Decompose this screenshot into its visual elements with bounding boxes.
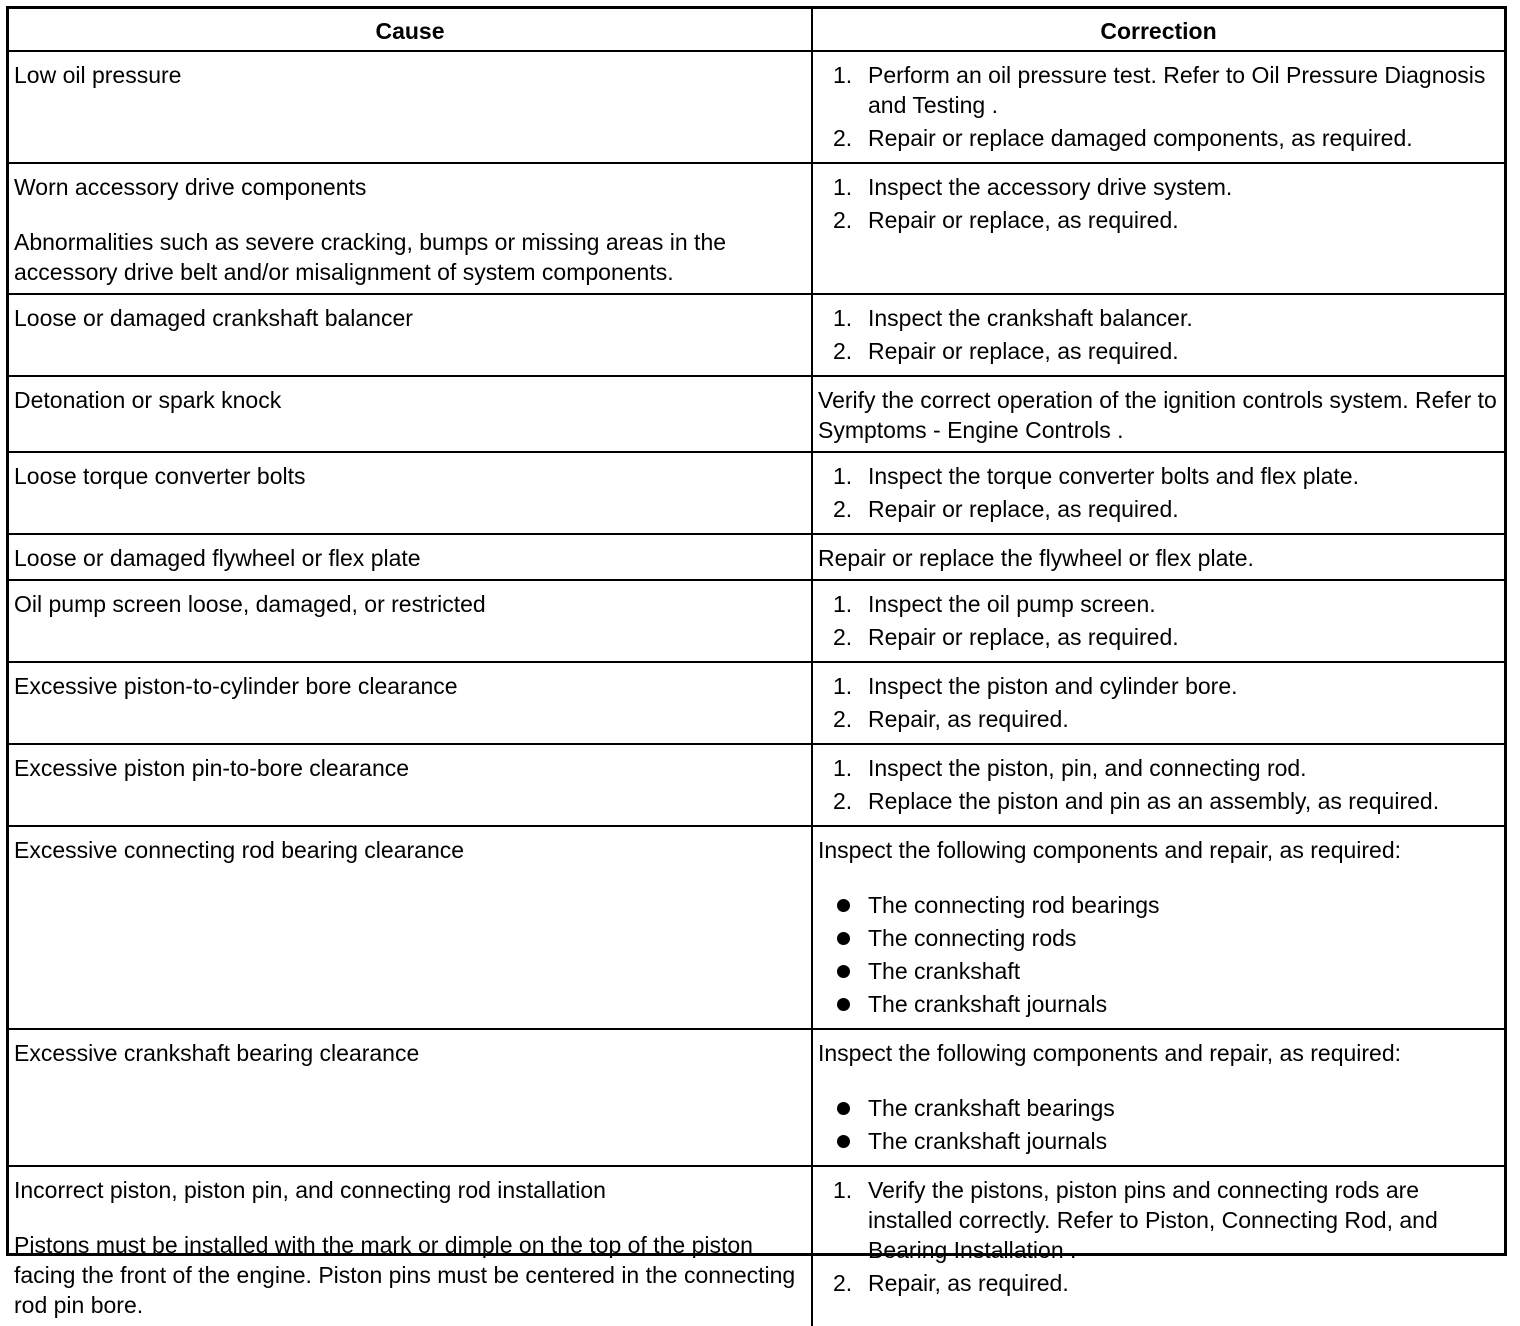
step-text: Repair or replace, as required.	[868, 624, 1179, 650]
correction-step	[818, 303, 1499, 333]
step-text: Inspect the oil pump screen.	[868, 591, 1156, 617]
correction-cell	[812, 1166, 1504, 1326]
correction-text: Verify the correct operation of the ignition controls system. Refer to Symptoms - Engine Controls .	[818, 387, 1497, 443]
step-number: 1.	[833, 174, 853, 200]
step-text: Repair or replace damaged components, as required.	[868, 125, 1413, 151]
cause-text: Detonation or spark knock	[14, 387, 282, 413]
correction-cell	[812, 51, 1504, 163]
step-text: Repair or replace, as required.	[868, 496, 1179, 522]
table-row	[9, 662, 1504, 744]
cause-cell	[9, 744, 812, 826]
correction-cell	[812, 534, 1504, 580]
table-row	[9, 294, 1504, 376]
cause-text: Excessive crankshaft bearing clearance	[14, 1040, 420, 1066]
component-text: The connecting rod bearings	[868, 892, 1160, 918]
correction-intro: Inspect the following components and repair, as required:	[818, 837, 1402, 863]
cause-text: Excessive piston pin-to-bore clearance	[14, 755, 410, 781]
step-text: Inspect the piston and cylinder bore.	[868, 673, 1238, 699]
cause-cell	[9, 376, 812, 452]
component-item	[818, 956, 1499, 986]
cause-cell	[9, 580, 812, 662]
step-number: 2.	[833, 624, 853, 650]
correction-step	[818, 704, 1499, 734]
correction-steps	[818, 753, 1499, 816]
correction-step	[818, 336, 1499, 366]
correction-step	[818, 494, 1499, 524]
step-text: Inspect the piston, pin, and connecting rod.	[868, 755, 1307, 781]
cause-column-header: Cause	[9, 9, 812, 51]
correction-step	[818, 589, 1499, 619]
component-text: The crankshaft journals	[868, 991, 1108, 1017]
step-text: Repair or replace, as required.	[868, 338, 1179, 364]
correction-steps	[818, 303, 1499, 366]
step-text: Inspect the accessory drive system.	[868, 174, 1233, 200]
correction-step	[818, 786, 1499, 816]
component-text: The crankshaft journals	[868, 1128, 1108, 1154]
correction-cell	[812, 662, 1504, 744]
cause-cell	[9, 1166, 812, 1326]
step-text: Repair or replace, as required.	[868, 207, 1179, 233]
cause-text: Loose or damaged crankshaft balancer	[14, 305, 413, 331]
component-item	[818, 890, 1499, 920]
correction-cell	[812, 744, 1504, 826]
component-list	[818, 890, 1499, 1019]
table-row	[9, 51, 1504, 163]
table-row	[9, 826, 1504, 1029]
cause-cell	[9, 294, 812, 376]
step-number: 2.	[833, 496, 853, 522]
correction-step	[818, 123, 1499, 153]
step-number: 1.	[833, 673, 853, 699]
step-number: 2.	[833, 338, 853, 364]
correction-steps	[818, 589, 1499, 652]
correction-intro: Inspect the following components and repair, as required:	[818, 1040, 1402, 1066]
correction-cell	[812, 163, 1504, 294]
cause-text: Loose or damaged flywheel or flex plate	[14, 545, 421, 571]
cause-cell	[9, 163, 812, 294]
step-text: Verify the pistons, piston pins and connecting rods are installed correctly. Refer to Piston, Connecting Rod, and Bearing Installation .	[868, 1177, 1438, 1263]
cause-note: Abnormalities such as severe cracking, bumps or missing areas in the accessory drive belt and/or misalignment of system components.	[14, 229, 727, 285]
table-row	[9, 744, 1504, 826]
component-item	[818, 923, 1499, 953]
correction-steps	[818, 172, 1499, 235]
step-number: 2.	[833, 706, 853, 732]
cause-text: Loose torque converter bolts	[14, 463, 306, 489]
table-row	[9, 580, 1504, 662]
table-body	[9, 51, 1504, 1326]
correction-step	[818, 753, 1499, 783]
table-row	[9, 1029, 1504, 1166]
table-row	[9, 376, 1504, 452]
correction-cell	[812, 294, 1504, 376]
step-number: 1.	[833, 755, 853, 781]
table-row	[9, 534, 1504, 580]
cause-text: Excessive piston-to-cylinder bore clearance	[14, 673, 458, 699]
correction-steps	[818, 60, 1499, 153]
correction-cell	[812, 1029, 1504, 1166]
correction-step	[818, 622, 1499, 652]
component-item	[818, 1126, 1499, 1156]
correction-steps	[818, 461, 1499, 524]
correction-step	[818, 172, 1499, 202]
bullet-icon	[837, 1102, 850, 1115]
header-row	[9, 9, 1504, 51]
step-number: 2.	[833, 125, 853, 151]
component-item	[818, 989, 1499, 1019]
cause-cell	[9, 662, 812, 744]
table-row	[9, 1166, 1504, 1326]
step-text: Inspect the crankshaft balancer.	[868, 305, 1193, 331]
cause-cell	[9, 826, 812, 1029]
correction-cell	[812, 452, 1504, 534]
correction-cell	[812, 376, 1504, 452]
cause-cell	[9, 1029, 812, 1166]
correction-cell	[812, 826, 1504, 1029]
step-text: Perform an oil pressure test. Refer to Oil Pressure Diagnosis and Testing .	[868, 62, 1486, 118]
cause-text: Low oil pressure	[14, 62, 182, 88]
cause-note: Pistons must be installed with the mark or dimple on the top of the piston facing the front of the engine. Piston pins must be centered in the connecting rod pin bore.	[14, 1232, 796, 1318]
correction-step	[818, 1175, 1499, 1265]
step-text: Repair, as required.	[868, 1270, 1069, 1296]
correction-steps	[818, 1175, 1499, 1298]
step-number: 1.	[833, 591, 853, 617]
component-item	[818, 1093, 1499, 1123]
component-text: The crankshaft	[868, 958, 1021, 984]
step-number: 1.	[833, 62, 853, 88]
component-list	[818, 1093, 1499, 1156]
table-row	[9, 163, 1504, 294]
bullet-icon	[837, 1135, 850, 1148]
bullet-icon	[837, 965, 850, 978]
correction-step	[818, 461, 1499, 491]
cause-text: Excessive connecting rod bearing clearance	[14, 837, 465, 863]
diagnostic-table-frame	[6, 6, 1507, 1318]
bullet-icon	[837, 998, 850, 1011]
component-text: The connecting rods	[868, 925, 1077, 951]
correction-text: Repair or replace the flywheel or flex plate.	[818, 545, 1254, 571]
cause-cell	[9, 452, 812, 534]
step-number: 1.	[833, 463, 853, 489]
step-number: 2.	[833, 1270, 853, 1296]
step-number: 1.	[833, 1177, 853, 1203]
step-text: Inspect the torque converter bolts and flex plate.	[868, 463, 1359, 489]
cause-cell	[9, 534, 812, 580]
cause-cell	[9, 51, 812, 163]
correction-column-header: Correction	[812, 9, 1504, 51]
diagnostic-table	[9, 9, 1504, 1326]
correction-step	[818, 671, 1499, 701]
bullet-icon	[837, 899, 850, 912]
step-number: 2.	[833, 207, 853, 233]
correction-steps	[818, 671, 1499, 734]
table-row	[9, 452, 1504, 534]
cause-text: Worn accessory drive components	[14, 174, 367, 200]
correction-step	[818, 60, 1499, 120]
step-number: 2.	[833, 788, 853, 814]
correction-cell	[812, 580, 1504, 662]
bullet-icon	[837, 932, 850, 945]
step-number: 1.	[833, 305, 853, 331]
cause-text: Incorrect piston, piston pin, and connecting rod installation	[14, 1177, 606, 1203]
step-text: Replace the piston and pin as an assembly, as required.	[868, 788, 1440, 814]
cause-text: Oil pump screen loose, damaged, or restricted	[14, 591, 486, 617]
correction-step	[818, 1268, 1499, 1298]
correction-step	[818, 205, 1499, 235]
component-text: The crankshaft bearings	[868, 1095, 1115, 1121]
step-text: Repair, as required.	[868, 706, 1069, 732]
